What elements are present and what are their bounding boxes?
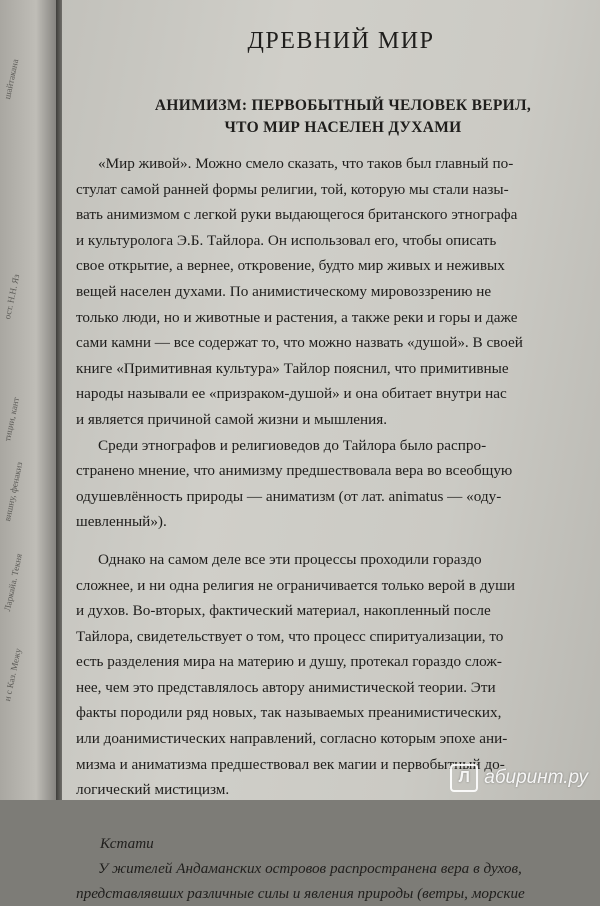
text-line: логический мистицизм.: [76, 781, 230, 799]
section-title-line: АНИМИЗМ: ПЕРВОБЫТНЫЙ ЧЕЛОВЕК ВЕРИЛ,: [154, 97, 532, 114]
text-line: вещей населен духами. По анимистическому мировоззрению не: [76, 282, 492, 300]
text-line: сложнее, и ни одна религия не ограничивается только верой в души: [76, 576, 515, 594]
left-page-fragment: и с Каз. Межу: [2, 647, 23, 703]
text-line: мизма и аниматизма предшествовал век магии и первобытный до-: [76, 755, 505, 773]
text-line: есть разделения мира на материю и душу, протекал гораздо слож-: [76, 653, 502, 671]
text-line: или доанимистических направлений, согласно которым эпохе ани-: [76, 730, 508, 748]
chapter-title: ДРЕВНИЙ МИР: [247, 28, 435, 54]
text-line: и духов. Во-вторых, фактический материал, накопленный после: [76, 602, 491, 620]
kstati-heading: Кстати: [100, 834, 154, 852]
left-page-fragment: вишну, фенакиз: [2, 461, 25, 523]
section-title-line: ЧТО МИР НАСЕЛЕН ДУХАМИ: [224, 119, 462, 136]
text-line: факты породили ряд новых, так называемых преанимистических,: [76, 704, 502, 722]
labirint-watermark: [450, 764, 588, 792]
text-line: нее, чем это представлялось автору анимистической теории. Эти: [76, 678, 496, 696]
text-line: и культуролога Э.Б. Тайлора. Он использовал его, чтобы описать: [76, 231, 497, 249]
left-page-fragment: ост. Н.Н. Яз: [2, 273, 22, 321]
text-line: и является причиной самой жизни и мышления.: [76, 410, 388, 428]
text-line: книге «Примитивная культура» Тайлор пояснил, что примитивные: [76, 359, 509, 377]
text-line: одушевлённость природы — аниматизм (от лат. animatus — «оду-: [76, 487, 502, 505]
text-line: представлявших различные силы и явления природы (ветры, морские: [76, 884, 525, 902]
right-page: [62, 0, 600, 902]
watermark-text: абиринт.ру: [484, 767, 588, 788]
left-page-fragment: шайтакана: [2, 58, 21, 101]
text-line: Тайлора, свидетельствует о том, что процесс спиритуализации, то: [76, 627, 504, 645]
text-line: вать анимизмом с легкой руки выдающегося британского этнографа: [76, 206, 518, 224]
paragraph-gap: [76, 535, 596, 547]
text-line: стулат самой ранней формы религии, той, которую мы стали назы-: [76, 180, 509, 198]
labirint-logo-icon: Л: [450, 764, 478, 792]
text-line: «Мир живой». Можно смело сказать, что таков был главный по-: [98, 155, 514, 172]
left-page-fragment: тиции, кант: [2, 396, 22, 443]
paragraph-1: [76, 151, 596, 433]
text-line: шевленный»).: [76, 513, 167, 531]
left-page-fragment: Ларкайа. Текня: [2, 552, 24, 613]
text-line: свое открытие, а вернее, откровение, будто мир живых и неживых: [76, 257, 505, 275]
left-page-edge: [0, 0, 60, 800]
text-line: Среди этнографов и религиоведов до Тайлора было распро-: [98, 436, 487, 454]
text-line: только люди, но и животные и растения, а также реки и горы и даже: [76, 308, 518, 326]
text-line: У жителей Андаманских островов распространена вера в духов,: [98, 859, 522, 877]
text-line: народы называли ее «призраком-душой» и она обитает внутри нас: [76, 385, 507, 403]
text-line: странено мнение, что анимизму предшествовала вера во всеобщую: [76, 462, 513, 480]
text-line: сами камни — все содержат то, что можно назвать «душой». В своей: [76, 334, 523, 352]
section-title: [76, 95, 596, 139]
text-line: Однако на самом деле все эти процессы проходили гораздо: [98, 550, 482, 568]
kstati-sidebar: [76, 831, 596, 906]
paragraph-2: [76, 433, 596, 535]
